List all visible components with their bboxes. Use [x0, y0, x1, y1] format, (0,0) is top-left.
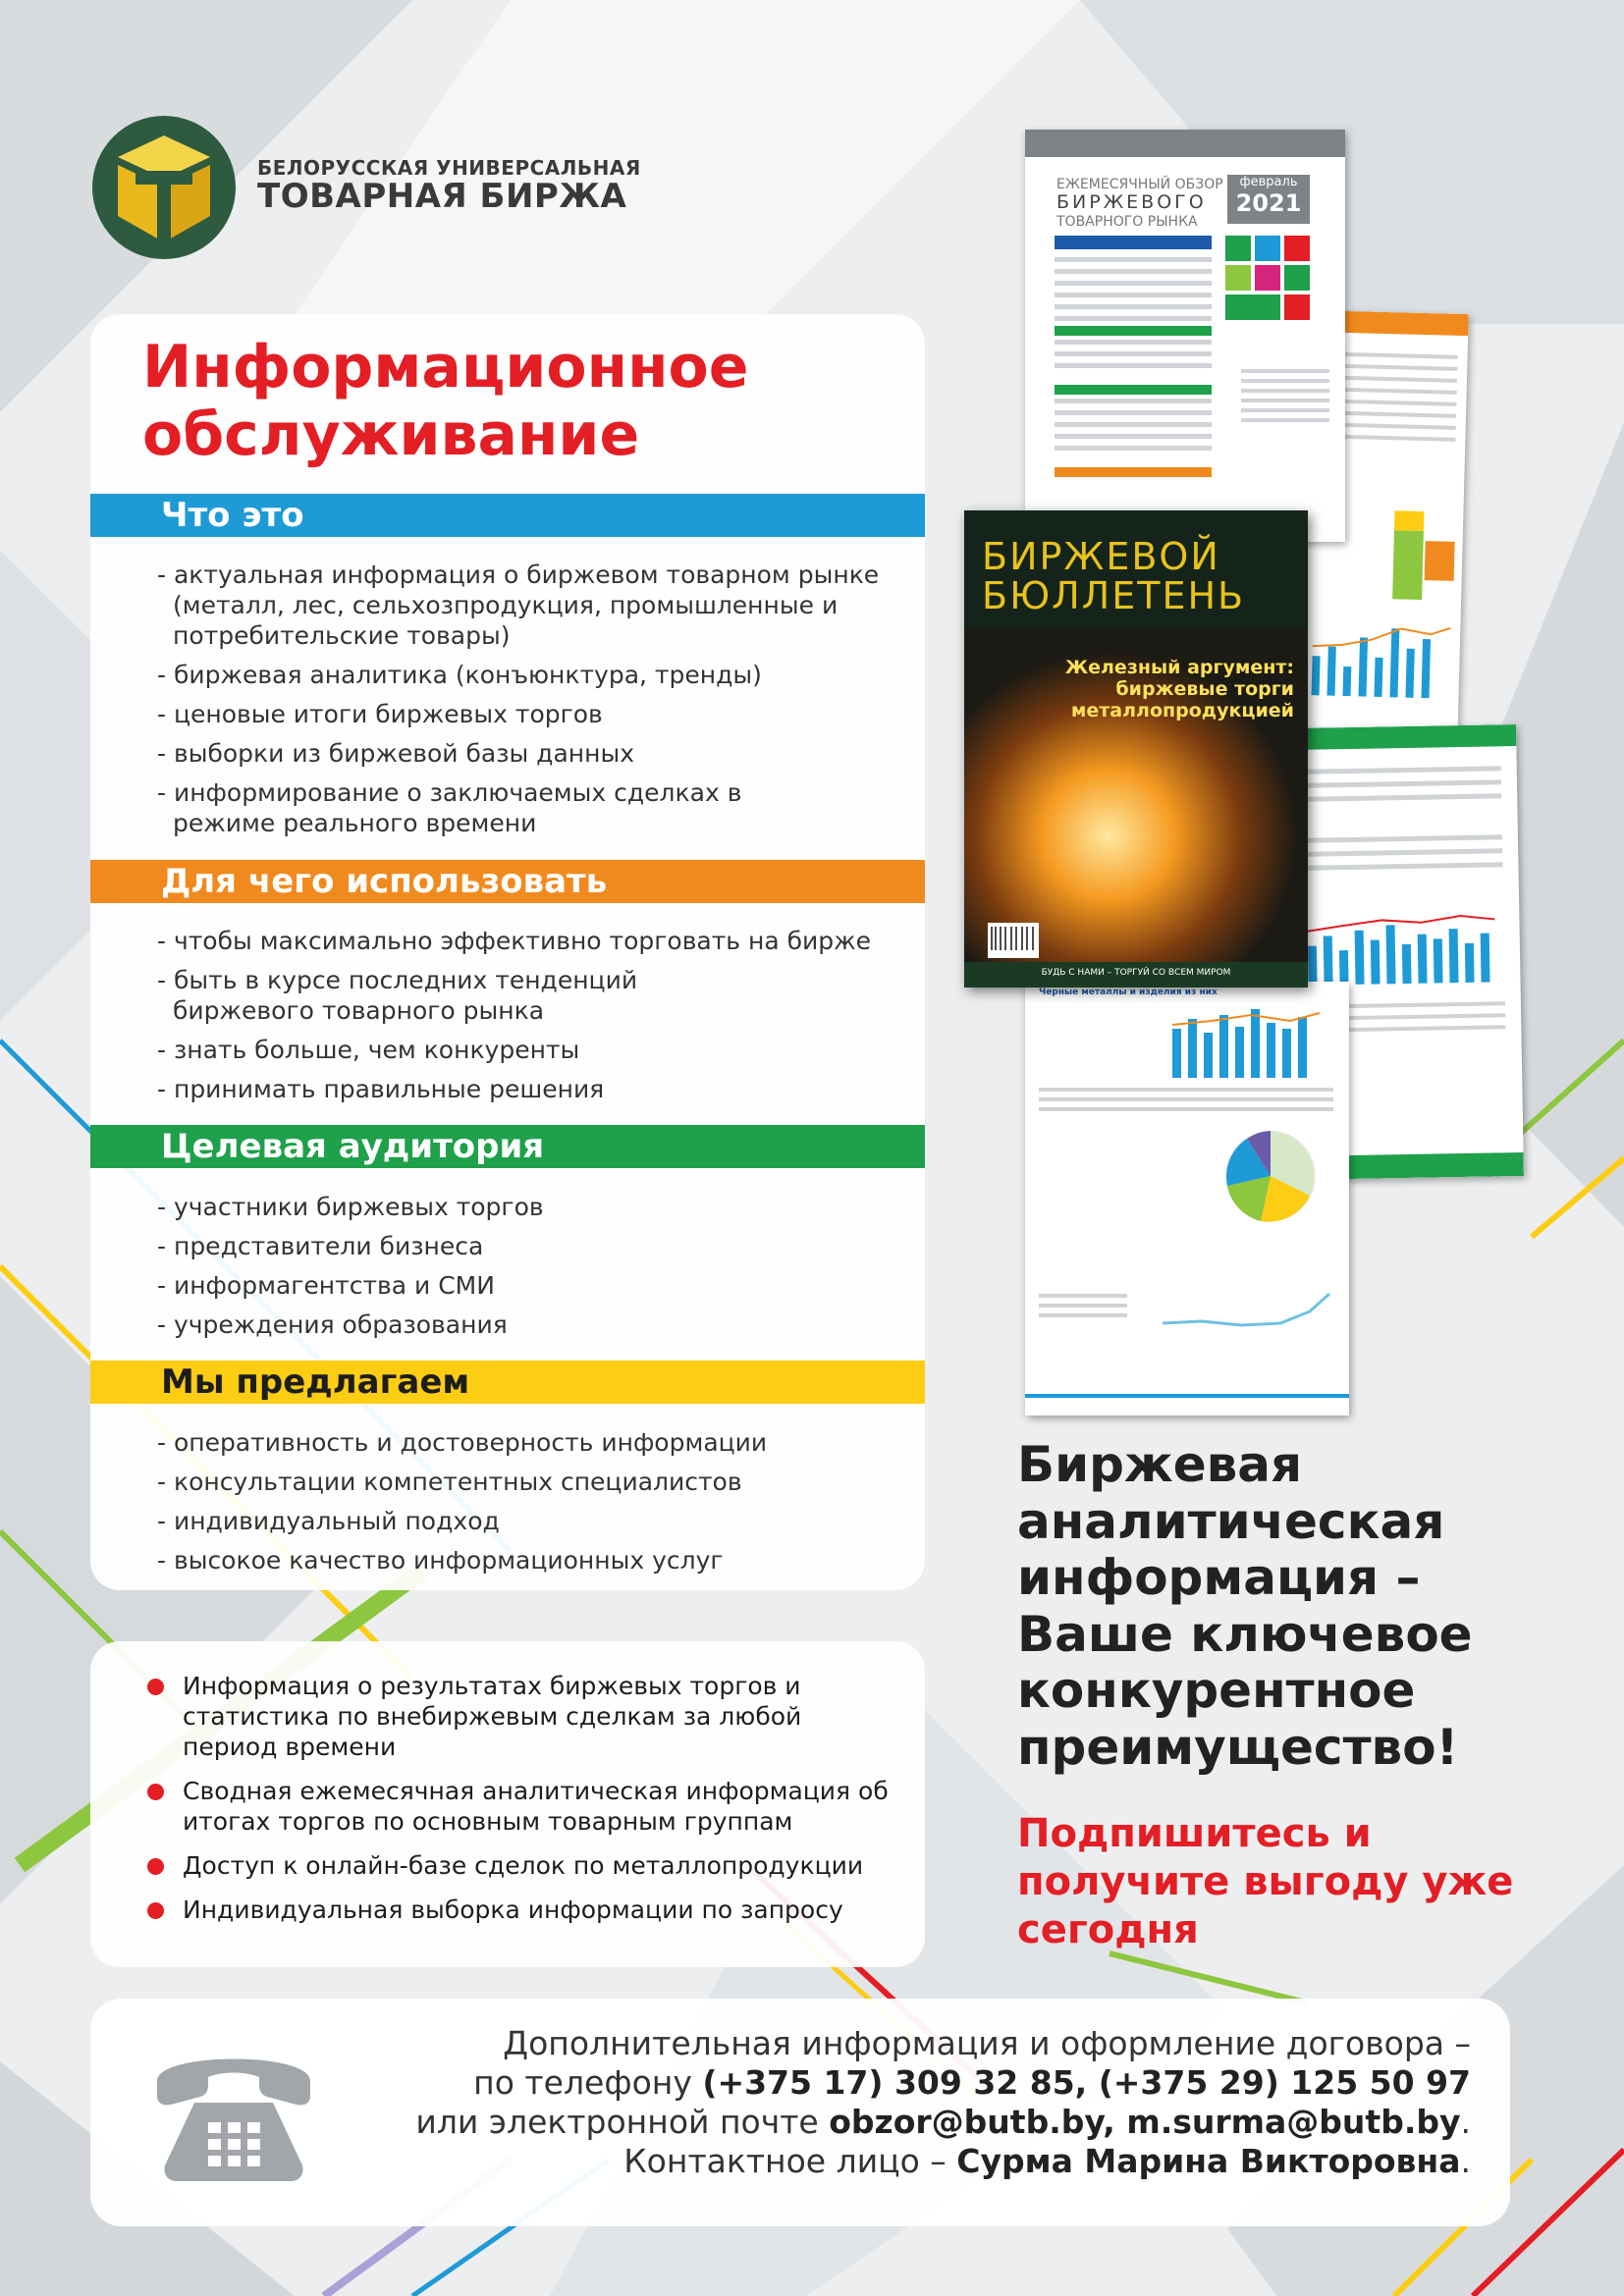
section-list-audience: [155, 1192, 921, 1349]
magazine-title-2: БЮЛЛЕТЕНЬ: [982, 573, 1246, 617]
service-text: Индивидуальная выборка информации по запросу: [183, 1896, 843, 1924]
service-text: Сводная ежемесячная аналитическая информация об итогах торгов по основным товарным группам: [183, 1777, 889, 1836]
list-item: - оперативность и достоверность информации: [155, 1427, 921, 1458]
title-line-2: обслуживание: [142, 400, 640, 469]
review-date-badge: [1227, 175, 1310, 224]
list-item: - представители бизнеса: [155, 1231, 921, 1261]
title-line-1: Информационное: [142, 333, 749, 401]
contact-line-2: [373, 2063, 1471, 2103]
magazine-footer: БУДЬ С НАМИ – ТОРГУЙ СО ВСЕМ МИРОМ: [1041, 968, 1231, 978]
metals-page-graphic: [1025, 999, 1349, 1415]
magazine-title-1: БИРЖЕВОЙ: [982, 535, 1220, 578]
list-item: - биржевая аналитика (конъюнктура, тренды): [155, 660, 921, 690]
contact-line-1: Дополнительная информация и оформление договора –: [503, 2024, 1471, 2062]
logo-text: [257, 157, 641, 215]
magazine-title: [982, 535, 1246, 617]
section-list-what: [155, 560, 921, 847]
list-item: - участники биржевых торгов: [155, 1192, 921, 1222]
contact-person-suffix: .: [1460, 2142, 1471, 2180]
contact-email-suffix: .: [1460, 2103, 1471, 2141]
metals-page-heading: Черные металлы и изделия из них: [1039, 988, 1218, 997]
review-page-graphic: [1025, 232, 1345, 542]
contact-person-prefix: Контактное лицо –: [623, 2142, 957, 2180]
list-item: - консультации компетентных специалистов: [155, 1467, 921, 1497]
slogan: Биржевая аналитическая информация – Ваше ключевое конкурентное преимущество!: [1017, 1436, 1473, 1776]
contact-person: Сурма Марина Викторовна: [956, 2142, 1461, 2180]
list-item: - высокое качество информационных услуг: [155, 1545, 921, 1575]
service-text: Доступ к онлайн-базе сделок по металлопродукции: [183, 1851, 864, 1880]
subscribe-call: Подпишитесь и получите выгоду уже сегодня: [1017, 1811, 1514, 1952]
contact-email-prefix: или электронной почте: [415, 2103, 830, 2141]
section-heading-what: Что это: [90, 494, 925, 537]
list-item: - выборки из биржевой базы данных: [155, 738, 921, 769]
review-month: февраль: [1239, 175, 1298, 189]
logo-line-1: БЕЛОРУССКАЯ УНИВЕРСАЛЬНАЯ: [257, 156, 641, 180]
page-title: [142, 334, 889, 469]
list-item: - знать больше, чем конкуренты: [155, 1035, 921, 1065]
brochure-magazine: [964, 510, 1308, 988]
list-item: - индивидуальный подход: [155, 1506, 921, 1536]
list-item: - быть в курсе последних тенденций биржевого товарного рынка: [155, 965, 683, 1026]
review-label-3: ТОВАРНОГО РЫНКА: [1056, 213, 1198, 230]
section-heading-offer: Мы предлагаем: [90, 1361, 925, 1404]
logo-line-2: ТОВАРНАЯ БИРЖА: [257, 177, 627, 216]
list-item: - принимать правильные решения: [155, 1074, 921, 1104]
services-list: [145, 1671, 921, 1939]
list-item: - актуальная информация о биржевом товарном рынке (металл, лес, сельхозпродукция, промышленные и потребительские товары): [155, 560, 899, 651]
service-item: [145, 1671, 811, 1762]
butb-logo-icon: [90, 114, 238, 261]
contact-phones[interactable]: (+375 17) 309 32 85, (+375 29) 125 50 97: [702, 2063, 1471, 2102]
contact-text: [373, 2024, 1471, 2181]
magazine-headline: Железный аргумент: биржевые торги металлопродукцией: [1064, 657, 1294, 721]
section-list-offer: [155, 1427, 921, 1584]
review-label-2: БИРЖЕВОГО: [1056, 191, 1207, 214]
list-item: - информирование о заключаемых сделках в режиме реального времени: [155, 777, 762, 838]
contact-phone-prefix: по телефону: [473, 2063, 703, 2102]
contact-line-3: [373, 2103, 1471, 2142]
list-item: - чтобы максимально эффективно торговать на бирже: [155, 926, 921, 956]
list-item: - учреждения образования: [155, 1309, 921, 1340]
contact-line-4: [373, 2142, 1471, 2181]
contact-emails[interactable]: obzor@butb.by, m.surma@butb.by: [829, 2103, 1461, 2141]
brochure-monthly-review: [1025, 130, 1345, 542]
section-list-why: [155, 926, 921, 1113]
bullet-dot-icon: [147, 1679, 164, 1695]
list-item: - информагентства и СМИ: [155, 1270, 921, 1301]
bullet-dot-icon: [147, 1902, 164, 1919]
review-year: 2021: [1235, 189, 1302, 217]
phone-icon: [147, 2042, 320, 2195]
review-label-block: [1056, 177, 1223, 230]
service-item: [145, 1850, 921, 1881]
section-heading-audience: Целевая аудитория: [90, 1125, 925, 1168]
brochure-page-metals: [1025, 982, 1349, 1415]
service-item: [145, 1895, 921, 1925]
bullet-dot-icon: [147, 1858, 164, 1875]
list-item: - ценовые итоги биржевых торгов: [155, 699, 921, 729]
service-item: [145, 1776, 929, 1837]
section-heading-why: Для чего использовать: [90, 860, 925, 903]
service-text: Информация о результатах биржевых торгов и статистика по внебиржевым сделкам за любой период времени: [183, 1672, 802, 1761]
bullet-dot-icon: [147, 1784, 164, 1800]
review-label-1: ЕЖЕМЕСЯЧНЫЙ ОБЗОР: [1056, 177, 1223, 192]
